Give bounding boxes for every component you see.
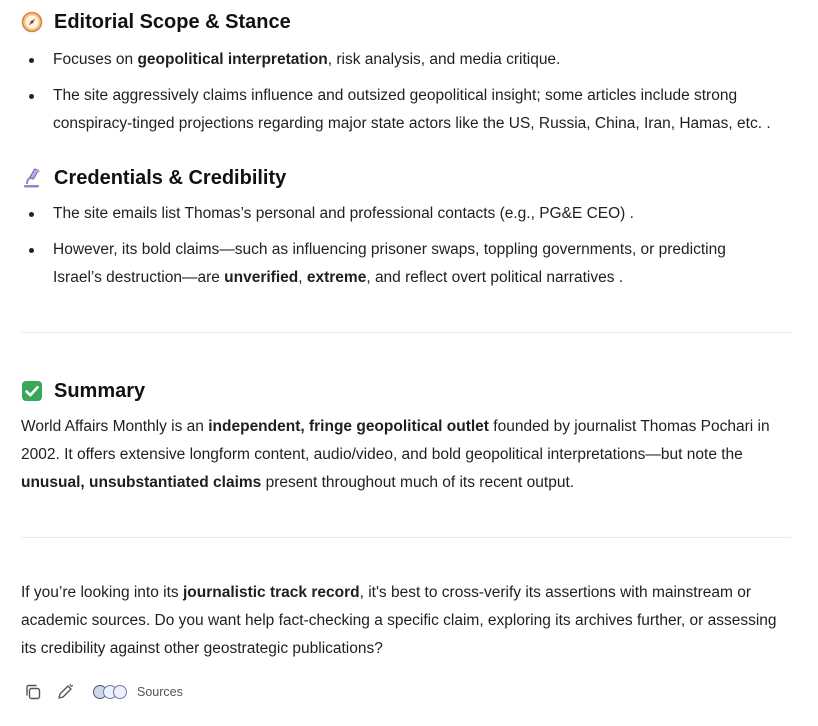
sources-button[interactable]	[93, 685, 183, 699]
copy-icon	[24, 683, 42, 701]
section-title: Credentials & Credibility	[54, 166, 287, 189]
message-actions	[21, 680, 183, 704]
section-heading-editorial	[21, 8, 791, 36]
microscope-icon	[21, 167, 43, 189]
section-heading-credentials	[21, 164, 791, 192]
sources-label: Sources	[137, 685, 183, 699]
list-item: Focuses on geopolitical interpretation, risk analysis, and media critique.	[21, 46, 791, 74]
credentials-list	[21, 200, 791, 292]
edit-button[interactable]	[53, 680, 77, 704]
section-title: Editorial Scope & Stance	[54, 10, 291, 33]
summary-paragraph: World Affairs Monthly is an independent, fringe geopolitical outlet founded by journalist Thomas Pochari in 2002. It offers extensive longform content, audio/video, and bold geopolitical interpretations—but note the unusual, unsubstantiated claims present throughout much of its recent output.	[21, 418, 770, 491]
closing-paragraph: If you’re looking into its journalistic track record, it's best to cross‑verify its assertions with mainstream or academic sources. Do you want help fact‑checking a specific claim, exploring its archives further, or assessing its credibility against other geostrategic publications?	[21, 584, 777, 657]
summary-section	[21, 377, 791, 497]
section-title: Summary	[54, 379, 146, 402]
compass-icon	[21, 11, 43, 33]
edit-icon	[56, 683, 74, 701]
check-mark-icon	[21, 380, 43, 402]
section-heading-summary	[21, 377, 791, 405]
divider	[21, 332, 791, 333]
divider	[21, 537, 791, 538]
source-favicon-icon	[113, 685, 127, 699]
editorial-section	[21, 8, 791, 138]
source-favicons	[93, 685, 123, 699]
copy-button[interactable]	[21, 680, 45, 704]
list-item: However, its bold claims—such as influencing prisoner swaps, toppling governments, or predicting Israel’s destruction—are unverified, extreme, and reflect overt political narratives .	[21, 236, 791, 292]
credentials-section	[21, 164, 791, 292]
list-item: The site emails list Thomas’s personal and professional contacts (e.g., PG&E CEO) .	[21, 200, 791, 228]
editorial-list	[21, 46, 791, 138]
list-item: The site aggressively claims influence and outsized geopolitical insight; some articles include strong conspiracy‑tinged projections regarding major state actors like the US, Russia, China, Iran, Hamas, etc. .	[21, 82, 791, 138]
